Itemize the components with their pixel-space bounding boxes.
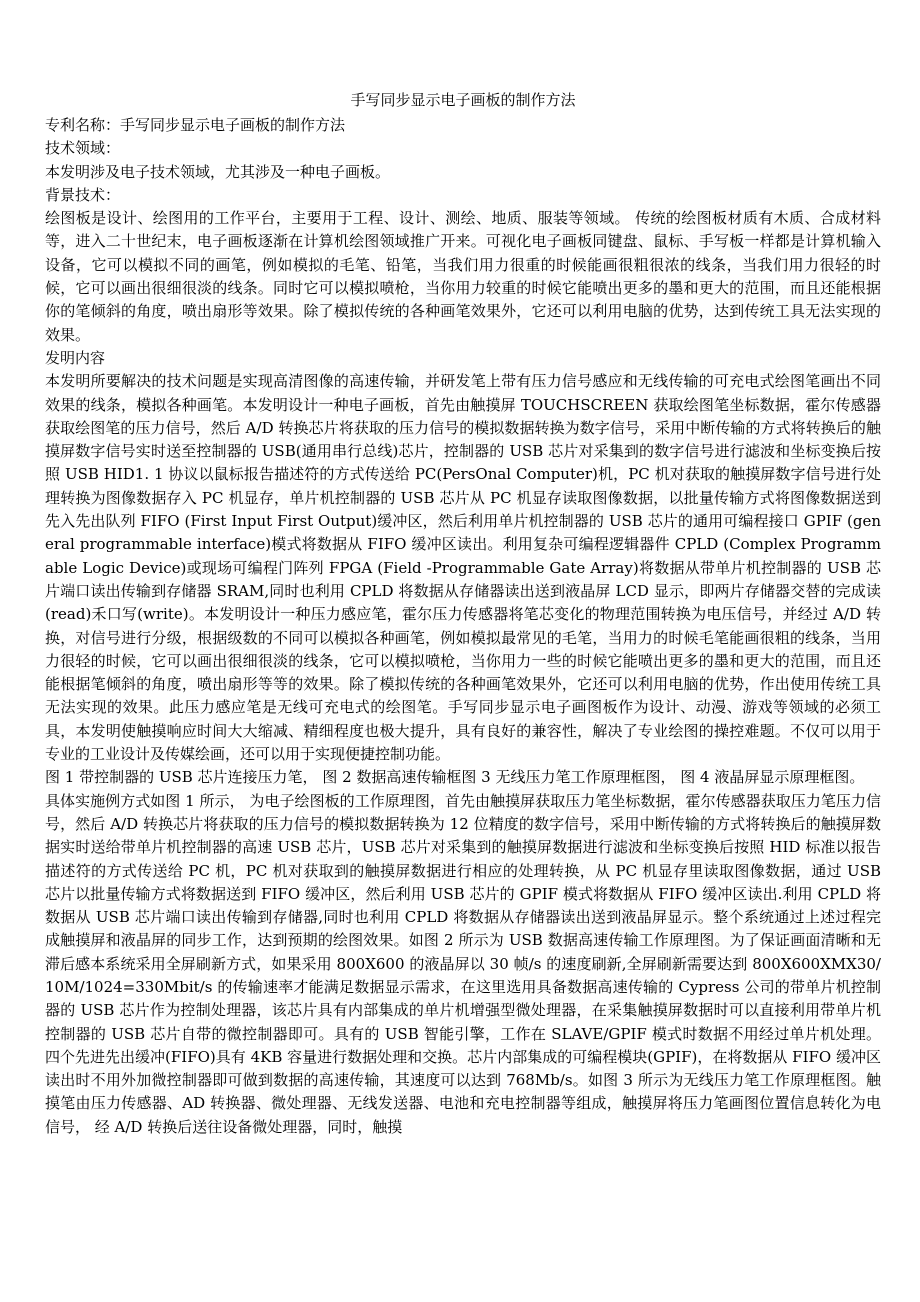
background-text: 绘图板是设计、绘图用的工作平台，主要用于工程、设计、测绘、地质、服装等领域。 传统的绘图板材质有木质、合成材料等，进入二十世纪末，电子画板逐渐在计算机绘图领域推广开来。可视化电子画板同键盘、鼠标、手写板一样都是计算机输入设备，它可以模拟不同的画笔，例如模拟的毛笔、铅笔，当我们用力很重的时候能画很粗很浓的线条，当我们用力很轻的时候，它可以画出很细很淡的线条。同时它可以模拟喷枪，当你用力较重的时候它能喷出更多的墨和更大的范围，而且还能根据你的笔倾斜的角度，喷出扇形等效果。除了模拟传统的各种画笔效果外，它还可以利用电脑的优势，达到传统工具无法实现的效果。	[45, 209, 881, 344]
field-heading: 技术领域：	[45, 139, 121, 158]
document-page	[45, 88, 881, 1139]
invention-text: 本发明所要解决的技术问题是实现高清图像的高速传输，并研发笔上带有压力信号感应和无线传输的可充电式绘图笔画出不同效果的线条，模拟各种画笔。本发明设计一种电子画板，首先由触摸屏 TOUCHSCREEN 获取绘图笔坐标数据，霍尔传感器获取绘图笔的压力信号，然后 A/D 转换芯片将获取的压力信号的模拟数据转换为数字信号，采用中断传输的方式将转换后的触摸屏数字信号实时送至控制器的 USB(通用串行总线)芯片，控制器的 USB 芯片对采集到的数字信号进行滤波和坐标变换后按照 USB HID1. 1 协议以鼠标报告描述符的方式传送给 PC(PersOnal Computer)机，PC 机对获取的触摸屏数字信号进行处理转换为图像数据存入 PC 机显存，单片机控制器的 USB 芯片从 PC 机显存读取图像数据，以批量传输方式将图像数据送到先入先出队列 FIFO (First Input First Output)缓冲区，然后利用单片机控制器的 USB 芯片的通用可编程接口 GPIF (general programmable interface)模式将数据从 FIFO 缓冲区读出。利用复杂可编程逻辑器件 CPLD (Complex Programmable Logic Device)或现场可编程门阵列 FPGA (Field -Programmable Gate Array)将数据从带单片机控制器的 USB 芯片端口读出传输到存储器 SRAM,同时也利用 CPLD 将数据从存储器读出送到液晶屏 LCD 显示，即两片存储器交替的完成读(read)禾口写(write)。本发明设计一种压力感应笔，霍尔压力传感器将笔芯变化的物理范围转换为电压信号，并经过 A/D 转换，对信号进行分级，根据级数的不同可以模拟各种画笔，例如模拟最常见的毛笔，当用力的时候毛笔能画很粗的线条，当用力很轻的时候，它可以画出很细很淡的线条，它可以模拟喷枪，当你用力一些的时候它能喷出更多的墨和更大的范围，而且还能根据笔倾斜的角度，喷出扇形等等的效果。除了模拟传统的各种画笔效果外，它还可以利用电脑的优势，作出使用传统工具无法实现的效果。此压力感应笔是无线可充电式的绘图笔。手写同步显示电子画图板作为设计、动漫、游戏等领域的必须工具，本发明使触摸响应时间大大缩减、精细程度也极大提升，具有良好的兼容性，解决了专业绘图的操控难题。不仅可以用于专业的工业设计及传媒绘画，还可以用于实现便捷控制功能。	[45, 372, 881, 764]
field-text: 本发明涉及电子技术领域，尤其涉及一种电子画板。	[45, 162, 391, 181]
figures-text: 图 1 带控制器的 USB 芯片连接压力笔， 图 2 数据高速传输框图 3 无线压力笔工作原理框图， 图 4 液晶屏显示原理框图。	[45, 768, 865, 787]
patent-name-line: 专利名称：手写同步显示电子画板的制作方法	[45, 116, 346, 134]
invention-heading: 发明内容	[45, 348, 106, 367]
document-title: 手写同步显示电子画板的制作方法	[350, 91, 576, 109]
embodiment-text: 具体实施例方式如图 1 所示， 为电子绘图板的工作原理图，首先由触摸屏获取压力笔坐标数据，霍尔传感器获取压力笔压力信号，然后 A/D 转换芯片将获取的压力信号的模拟数据转换为 12 位精度的数字信号，采用中断传输的方式将转换后的触摸屏数据实时送给带单片机控制器的高速 USB 芯片，USB 芯片对采集到的触摸屏数据进行滤波和坐标变换后按照 HID 标准以报告描述符的方式传送给 PC 机，PC 机对获取到的触摸屏数据进行相应的处理转换，从 PC 机显存里读取图像数据，通过 USB 芯片以批量传输方式将数据送到 FIFO 缓冲区，然后利用 USB 芯片的 GPIF 模式将数据从 FIFO 缓冲区读出.利用 CPLD 将数据从 USB 芯片端口读出传输到存储器,同时也利用 CPLD 将数据从存储器读出送到液晶屏显示。整个系统通过上述过程完成触摸屏和液晶屏的同步工作，达到预期的绘图效果。如图 2 所示为 USB 数据高速传输工作原理图。为了保证画面清晰和无滞后感本系统采用全屏刷新方式，如果采用 800X600 的液晶屏以 30 帧/s 的速度刷新,全屏刷新需要达到 800X600XMX30/10M/1024=330Mbit/s 的传输速率才能满足数据显示需求，在这里选用具备数据高速传输的 Cypress 公司的带单片机控制器的 USB 芯片作为控制处理器，该芯片具有内部集成的单片机增强型微处理器，在采集触摸屏数据时可以直接利用带单片机控制器的 USB 芯片自带的微控制器即可。具有的 USB 智能引擎，工作在 SLAVE/GPIF 模式时数据不用经过单片机处理。四个先进先出缓冲(FIFO)具有 4KB 容量进行数据处理和交换。芯片内部集成的可编程模块(GPIF)，在将数据从 FIFO 缓冲区读出时不用外加微控制器即可做到数据的高速传输，其速度可以达到 768Mb/s。如图 3 所示为无线压力笔工作原理框图。触摸笔由压力传感器、AD 转换器、微处理器、无线发送器、电池和充电控制器等组成，触摸屏将压力笔画图位置信息转化为电信号， 经 A/D 转换后送往设备微处理器，同时，触摸	[45, 791, 881, 1136]
background-heading: 背景技术：	[45, 185, 121, 204]
